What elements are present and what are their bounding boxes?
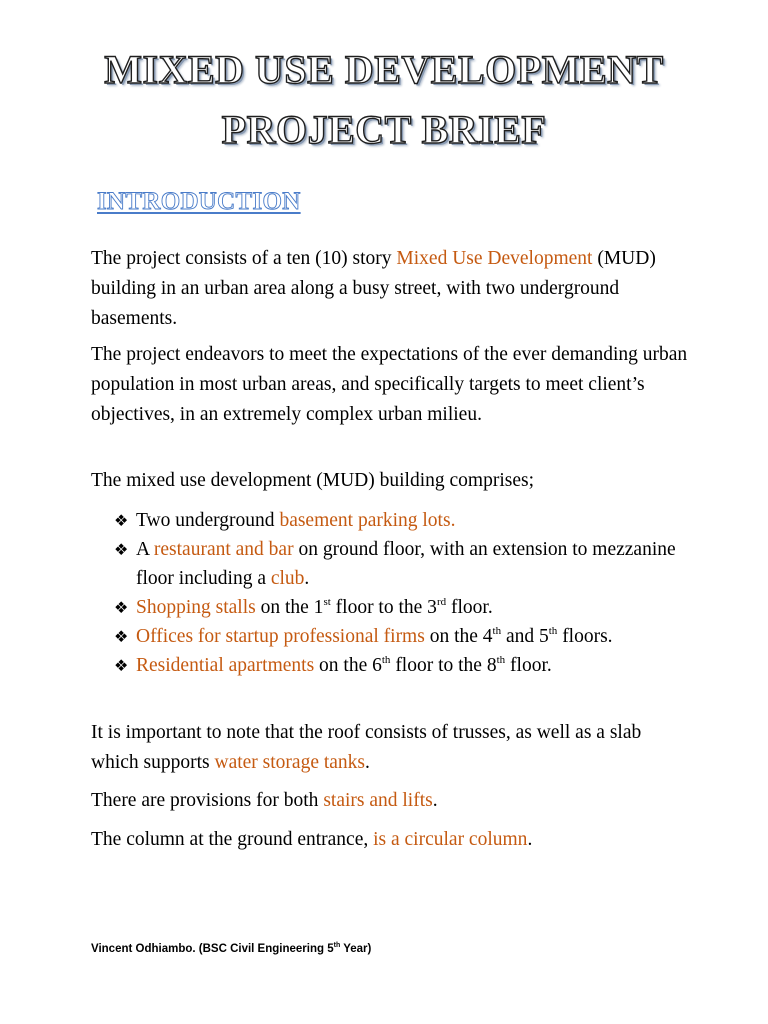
paragraph-roof: It is important to note that the roof consists of trusses, as well as a slab which supports water storage tanks. — [91, 722, 642, 773]
paragraph-intro: The project consists of a ten (10) story Mixed Use Development (MUD) building in an urban area along a busy street, with two underground basements. — [91, 248, 656, 329]
paragraph-comprises: The mixed use development (MUD) building comprises; — [91, 470, 534, 491]
list-item: ❖ Residential apartments on the 6th floor to the 8th floor. — [114, 651, 684, 680]
components-list — [114, 506, 684, 680]
paragraph-objectives: The project endeavors to meet the expectations of the ever demanding urban population in most urban areas, and specifically targets to meet client’s objectives, in an extremely complex urban milieu. — [91, 344, 688, 425]
list-item: ❖ Offices for startup professional firms on the 4th and 5th floors. — [114, 622, 684, 651]
section-heading: INTRODUCTION — [97, 188, 301, 215]
diamond-bullet-icon: ❖ — [114, 511, 129, 530]
diamond-bullet-icon: ❖ — [114, 598, 129, 617]
diamond-bullet-icon: ❖ — [114, 627, 129, 646]
highlight-text: Mixed Use Development — [396, 248, 593, 269]
list-item: ❖ A restaurant and bar on ground floor, with an extension to mezzanine floor including a club. — [114, 535, 684, 593]
paragraph-column: The column at the ground entrance, is a circular column. — [91, 829, 533, 850]
paragraph-stairs: There are provisions for both stairs and lifts. — [91, 790, 438, 811]
diamond-bullet-icon: ❖ — [114, 656, 129, 675]
list-item: ❖ Shopping stalls on the 1st floor to the 3rd floor. — [114, 593, 684, 622]
diamond-bullet-icon: ❖ — [114, 540, 129, 559]
title-line-2: PROJECT BRIEF — [221, 107, 547, 152]
title-line-1: MIXED USE DEVELOPMENT — [104, 47, 664, 92]
page-footer: Vincent Odhiambo. (BSC Civil Engineering 5th Year) — [91, 942, 372, 955]
list-item: ❖ Two underground basement parking lots. — [114, 506, 684, 535]
